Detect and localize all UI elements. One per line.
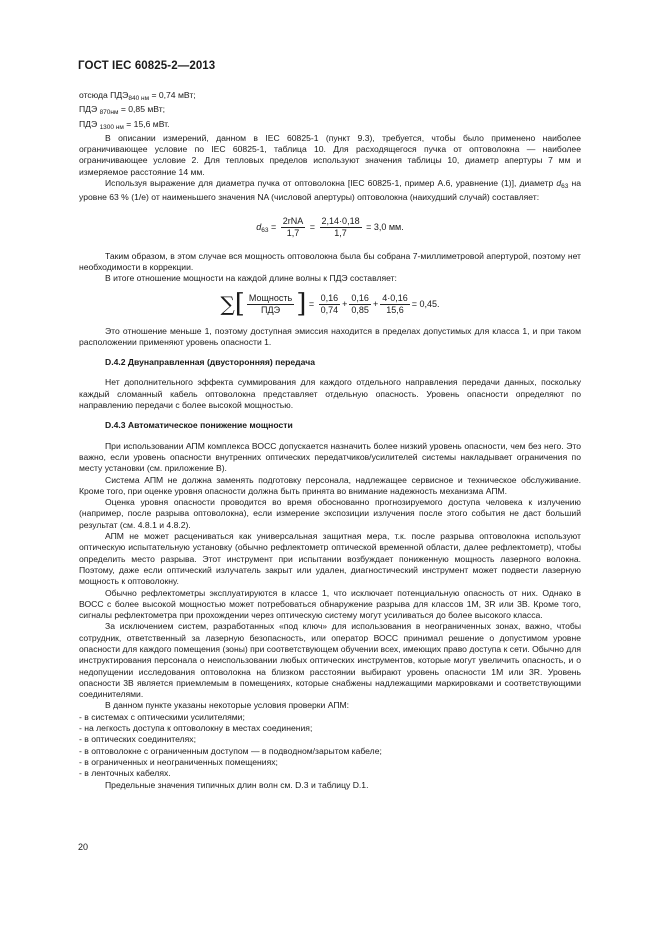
paragraph: Предельные значения типичных длин волн см. D.3 и таблицу D.1. [105, 779, 369, 790]
list-item: - в системах с оптическими усилителями; [79, 711, 245, 722]
section-heading: D.4.2 Двунаправленная (двусторонняя) передача [105, 357, 315, 368]
paragraph: За исключением систем, разработанных «под ключ» для использования в неограниченных зонах, важно, чтобы сотрудник, ответственный за лазерную безопасность, или оператор ВОСС принимал решение о допустимом уровне опасности для каждого помещения (зоны) при соответствующем обучении всех, имеющих право доступа к сети. Обычно для инструктирования персонала о неиспользовании любых оптических инструментов, которые могут увеличить опасность, и о недопущении исследования оптоволокна на близком расстоянии выбирают уровень опасности 1М или 3R. Уровень опасности 3В является приемлемым в помещениях, которые снабжены надлежащими маркировками и соответствующими соединителями. [79, 621, 581, 700]
paragraph: При использовании АПМ комплекса ВОСС допускается назначить более низкий уровень опасности, чем без него. Это важно, если уровень опасности внутренних оптических передатчиков/усилителей системы накладывает ограничения по месту установки (см. приложение В). [79, 440, 581, 474]
page-number: 20 [78, 842, 89, 852]
limit-line-1300: ПДЭ $_{1300 нм}$ = 15,6 мВт. [79, 118, 170, 131]
fraction: $\frac{4\cdot 0,16}{15,6}$ [382, 292, 408, 315]
list-item: - в ограниченных и неограниченных помещениях; [79, 756, 278, 767]
document-header: ГОСТ IEC 60825-2—2013 [78, 60, 216, 72]
paragraph: Система АПМ не должна заменять подготовку персонала, надлежащее сервисное и техническое обслуживание. Кроме того, при оценке уровня опасности должна быть принята во внимание надежность механизма АПМ. [79, 474, 581, 496]
paragraph: Нет дополнительного эффекта суммирования для каждого отдельного направления передачи данных, поскольку каждый сломанный кабель оптоволокна представляет отдельную опасность. Уровень опасности определяют по направлению передачи с более высокой мощностью. [79, 377, 581, 411]
list-item: - в оптоволокне с ограниченным доступом — в подводном/зарытом кабеле; [79, 745, 382, 756]
fraction: $\frac{0,16}{0,85}$ [351, 292, 369, 315]
paragraph: Используя выражение для диаметра пучка от оптоволокна [IEC 60825-1, пример А.6, уравнение (1)], диаметр $d_{63}$ на уровне 63 % (1/e) от наименьшего значения NA (числовой апертуры) оптоволокна (наихудший случай) составляет: [79, 178, 581, 203]
paragraph: В данном пункте указаны некоторые условия проверки АПМ: [105, 700, 350, 711]
document-body [79, 90, 581, 791]
limit-line-870: ПДЭ $_{870нм}$ = 0,85 мВт; [79, 104, 166, 117]
list-item: - на легкость доступа к оптоволокну в местах соединения; [79, 723, 313, 734]
paragraph: Оценка уровня опасности проводится во время обоснованно прогнозируемого доступа человека к излучению (например, после разрыва оптоволокна), если измерение экспозиции излучения после этого события не даст больший результат (см. 4.8.1 и 4.8.2). [79, 497, 581, 530]
fraction: $\frac{0,16}{0,74}$ [320, 292, 339, 315]
paragraph: Таким образом, в этом случае вся мощность оптоволокна была бы собрана 7-миллиметровой апертурой, поэтому нет необходимости в коррекции. [79, 250, 581, 272]
limit-line-840: отсюда $ПДЭ_{840 нм} = 0,74$ мВт; [79, 90, 196, 102]
fraction: $\frac{\text{Мощность}}{\text{ПДЭ}}$ [248, 292, 293, 315]
fraction: $\frac{\text{2rNA}}{1,7}$ [282, 215, 304, 238]
beam-diameter-formula: $d_{63}$ = $\frac{\text{2rNA}}{1,7}$ = $\frac{2,14\cdot 0,18}{1,7}$ = 3,0 мм. [256, 215, 404, 238]
paragraph: АПМ не может расцениваться как универсальная защитная мера, т.к. после разрыва оптоволокна используют оптическую испытательную установку (обычно рефлектометр оптической временной области, далее рефлектометр), чтобы определить место разрыва. Этот инструмент при испытании возбуждает пониженную мощность лазерного волокна. Поэтому, даже если оптический излучатель закрыт или удален, диагностический инструмент может подвести лазерную мощность к оптоволокну. [79, 531, 581, 587]
fraction: $\frac{2,14\cdot 0,18}{1,7}$ [321, 215, 360, 238]
section-heading: D.4.3 Автоматическое понижение мощности [105, 420, 293, 431]
list-item: - в ленточных кабелях. [79, 768, 171, 779]
paragraph: Обычно рефлектометры эксплуатируются в классе 1, что исключает потенциальную опасность от них. Однако в ВОСС с более высокой мощностью может потребоваться обнаружение разрыва для классов 1М, 3R или 3В. Кроме того, сигналы рефлектометра при прохождении через оптическую систему могут усиливаться до более высокого класса. [79, 587, 581, 621]
list-item: - в оптических соединителях; [79, 734, 196, 745]
paragraph: Это отношение меньше 1, поэтому доступная эмиссия находится в пределах допустимых для класса 1, и при таком расположении применяют уровень опасности 1. [79, 325, 581, 347]
paragraph: В описании измерений, данном в IEC 60825-1 (пункт 9.3), требуется, чтобы было применено наиболее ограничивающее условие по IEC 60825-1, таблица 10. Для расходящегося пучка от оптоволокна — наиболее ограничивающее условие 2. Для тепловых пределов используют значения таблицы 10, диаметр апертуры 7 мм и измеряемое расстояние 14 мм. [79, 132, 581, 177]
power-ratio-formula: ∑[ $\frac{\text{Мощность}}{\text{ПДЭ}}$ ] = $\frac{0,16}{0,74}$ + $\frac{0,16}{0,85}$ + $\frac{4\cdot 0,16}{15,6}$ = 0,45. [220, 288, 440, 319]
paragraph: В итоге отношение мощности на каждой длине волны к ПДЭ составляет: [105, 273, 397, 284]
